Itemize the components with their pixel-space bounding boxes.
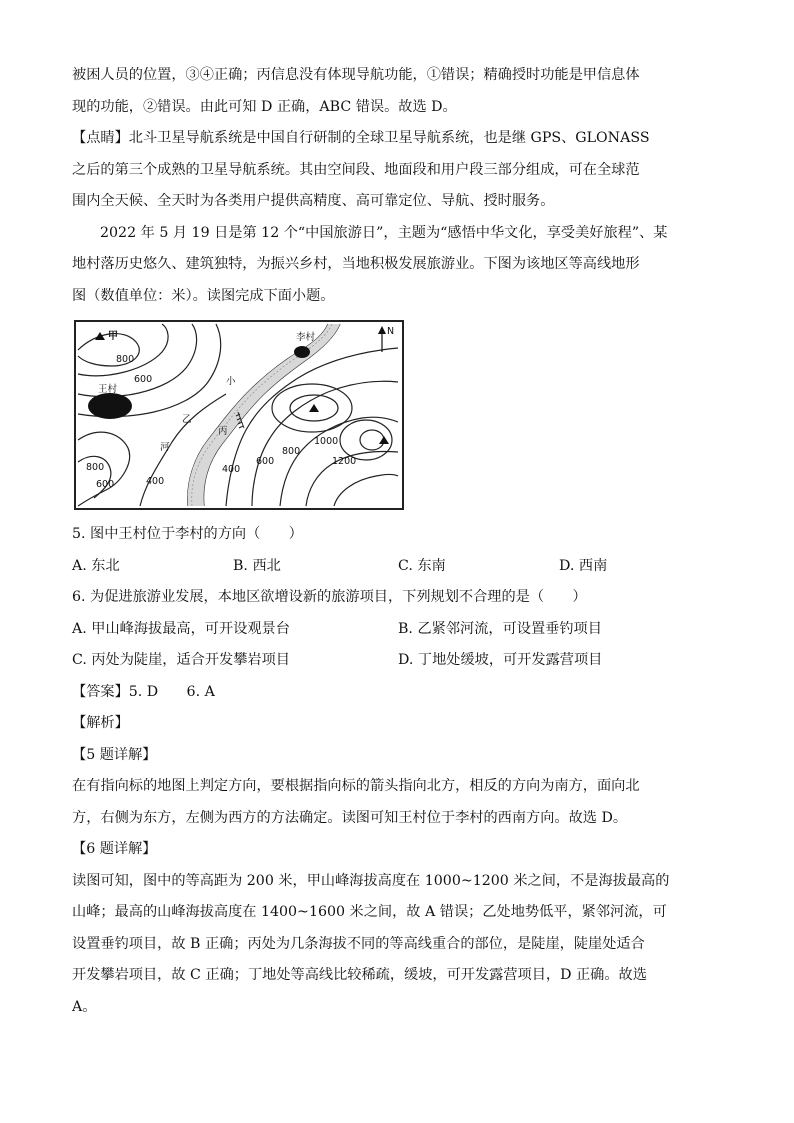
contour-map: [74, 320, 404, 510]
option-d: D. 丁地处缓坡，可开发露营项目: [398, 652, 603, 668]
paragraph-line: 现的功能，②错误。由此可知 D 正确，ABC 错误。故选 D。: [72, 99, 457, 115]
paragraph-line: 图（数值单位：米）。读图完成下面小题。: [72, 288, 335, 304]
peak-jia-icon: [95, 332, 105, 340]
paragraph-line: 设置垂钓项目，故 B 正确；丙处为几条海拔不同的等高线重合的部位，是陡崖，陡崖处适合: [72, 936, 645, 952]
contour-label: 800: [116, 354, 135, 365]
paragraph-line: 山峰；最高的山峰海拔高度在 1400~1600 米之间，故 A 错误；乙处地势低平，紧邻河流，可: [72, 904, 667, 920]
option-c: C. 丙处为陡崖，适合开发攀岩项目: [72, 652, 290, 668]
option-b: B. 西北: [233, 558, 281, 574]
li-village-area: [294, 346, 310, 358]
contour-label: 800: [282, 446, 301, 457]
contour-label: 1000: [314, 436, 339, 447]
contour-label: 600: [134, 374, 153, 385]
peak-icon: [379, 436, 389, 444]
paragraph-line: 方，右侧为东方，左侧为西方的方法确定。读图可知王村位于李村的西南方向。故选 D。: [72, 810, 628, 826]
option-c: C. 东南: [398, 558, 446, 574]
answer-line: 【答案】5. D 6. A: [72, 684, 215, 700]
contour-label: 1200: [332, 456, 357, 467]
contour-map-figure: [76, 322, 402, 508]
paragraph-line: 之后的第三个成熟的卫星导航系统。其由空间段、地面段和用户段三部分组成，可在全球范: [72, 162, 640, 178]
contour-label: 600: [256, 456, 275, 467]
question-6: 6. 为促进旅游业发展，本地区欲增设新的旅游项目，下列规划不合理的是（ ）: [72, 589, 587, 605]
paragraph-line: 地村落历史悠久、建筑独特，为振兴乡村，当地积极发展旅游业。下图为该地区等高线地形: [72, 256, 640, 272]
label-wang-village: 王村: [98, 384, 118, 395]
wang-village-area: [88, 393, 132, 419]
label-jia: 甲: [108, 331, 118, 342]
tip-line: 【点睛】北斗卫星导航系统是中国自行研制的全球卫星导航系统，也是继 GPS、GLONASS: [72, 130, 650, 146]
question-6-options-row1: [72, 619, 724, 641]
contour-label: 400: [222, 464, 241, 475]
contour-label: 800: [86, 462, 105, 473]
option-a: A. 甲山峰海拔最高，可开设观景台: [72, 621, 290, 637]
option-b: B. 乙紧邻河流，可设置垂钓项目: [398, 621, 602, 637]
label-li-village: 李村: [296, 332, 316, 343]
paragraph-line: 围内全天候、全天时为各类用户提供高精度、高可靠定位、导航、授时服务。: [72, 193, 555, 209]
intro-line: 2022 年 5 月 19 日是第 12 个“中国旅游日”，主题为“感悟中华文化，享受美好旅程”、某: [100, 225, 668, 241]
north-arrow-icon: [378, 326, 386, 352]
label-xiao: 小: [226, 376, 236, 387]
question-5: 5. 图中王村位于李村的方向（ ）: [72, 526, 303, 542]
analysis-heading: 【解析】: [72, 715, 129, 731]
paragraph-line: 在有指向标的地图上判定方向，要根据指向标的箭头指向北方，相反的方向为南方，面向北: [72, 778, 640, 794]
label-bing: 丙: [218, 426, 228, 437]
contour-label: 600: [96, 479, 115, 490]
river: [188, 324, 340, 506]
paragraph-line: 读图可知，图中的等高距为 200 米，甲山峰海拔高度在 1000~1200 米之间，不是海拔最高的: [72, 873, 670, 889]
contour-label: 400: [146, 476, 165, 487]
peak-icon: [309, 404, 319, 412]
label-he: 河: [160, 442, 170, 453]
paragraph-line: 开发攀岩项目，故 C 正确；丁地处等高线比较稀疏，缓坡，可开发露营项目，D 正确。故选: [72, 967, 647, 983]
option-a: A. 东北: [72, 558, 120, 574]
paragraph-line: 被困人员的位置，③④正确；丙信息没有体现导航功能，①错误；精确授时功能是甲信息体: [72, 67, 640, 83]
paragraph-line: A。: [72, 999, 97, 1015]
q5-detail-heading: 【5 题详解】: [72, 747, 157, 763]
label-north: N: [387, 326, 395, 337]
question-5-options: [72, 556, 724, 578]
q6-detail-heading: 【6 题详解】: [72, 841, 157, 857]
question-6-options-row2: [72, 650, 724, 672]
option-d: D. 西南: [559, 558, 608, 574]
label-yi: 乙: [182, 414, 192, 425]
